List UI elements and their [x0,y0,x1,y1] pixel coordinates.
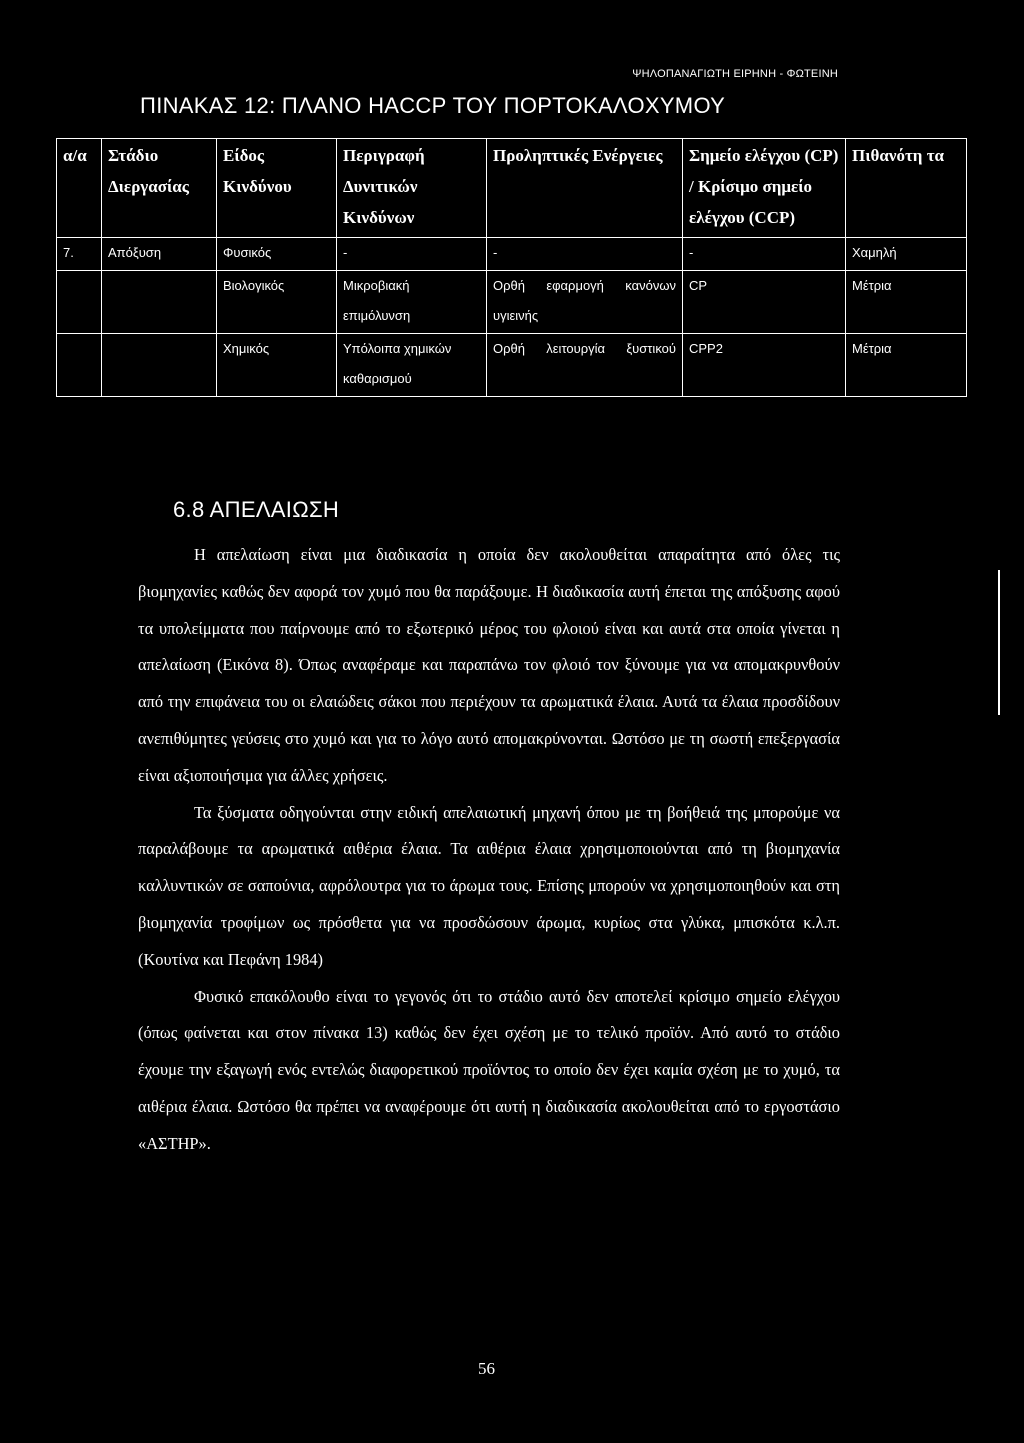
table-row [57,238,967,271]
cell-hazard-description: Υπόλοιπα χημικών καθαρισμού [337,334,487,397]
margin-mark [998,570,1000,715]
cell-aa [57,271,102,334]
paragraph: Φυσικό επακόλουθο είναι το γεγονός ότι το στάδιο αυτό δεν αποτελεί κρίσιμο σημείο ελέγχου (όπως φαίνεται και στον πίνακα 13) καθώς δεν έχει σχέση με το τελικό προϊόν. Από αυτό το στάδιο έχουμε την εξαγωγή ενός εντελώς διαφορετικού προϊόντος το οποίο δεν έχει καμία σχέση με το χυμό, τα αιθέρια έλαια. Ωστόσο θα πρέπει να αναφέρουμε ότι αυτή η διαδικασία ακολουθείται από το εργοστάσιο «ΑΣΤΗΡ». [138,986,840,1153]
author-header: ΨΗΛΟΠΑΝΑΓΙΩΤΗ ΕΙΡΗΝΗ - ΦΩΤΕΙΝΗ [632,68,838,80]
haccp-table [56,138,967,397]
cell-stage [102,271,217,334]
header-hazard-description: Περιγραφή Δυνιτικών Κινδύνων [337,139,487,238]
cell-preventive-actions: Ορθή λειτουργία ξυστικού [487,334,683,397]
cell-control-point: CP [683,271,846,334]
cell-aa [57,334,102,397]
cell-preventive-actions: - [487,238,683,271]
cell-aa: 7. [57,238,102,271]
cell-hazard-type: Βιολογικός [217,271,337,334]
table-title: ΠΙΝΑΚΑΣ 12: ΠΛΑΝΟ HACCP ΤΟΥ ΠΟΡΤΟΚΑΛΟΧΥΜΟΥ [140,93,726,118]
cell-hazard-type: Φυσικός [217,238,337,271]
paragraph: Η απελαίωση είναι μια διαδικασία η οποία δεν ακολουθείται απαραίτητα από όλες τις βιομηχανίες καθώς δεν αφορά τον χυμό που θα παράξουμε. Η διαδικασία αυτή έπεται της απόξυσης αφού τα υπολείμματα που παίρνουμε από το εξωτερικό μέρος του φλοιού είναι και αυτά στα οποία γίνεται η απελαίωση (Εικόνα 8). Όπως αναφέραμε και παραπάνω τον φλοιό τον ξύνουμε για να απομακρυνθούν από την επιφάνεια του οι ελαιώδεις σάκοι που περιέχουν τα αρωματικά έλαια. Αυτά τα έλαια προσδίδουν ανεπιθύμητες γεύσεις στο χυμό και για το λόγο αυτό απομακρύνονται. Ωστόσο με τη σωστή επεξεργασία είναι αξιοποιήσιμα για άλλες χρήσεις. [138,545,840,785]
cell-likelihood: Μέτρια [846,334,967,397]
page-number: 56 [478,1359,495,1378]
section-heading: 6.8 ΑΠΕΛΑΙΩΣΗ [173,497,340,522]
table-row [57,334,967,397]
table-row [57,271,967,334]
header-preventive-actions: Προληπτικές Ενέργειες [487,139,683,238]
cell-likelihood: Μέτρια [846,271,967,334]
cell-control-point: - [683,238,846,271]
cell-stage: Απόξυση [102,238,217,271]
table-header-row [57,139,967,238]
cell-hazard-description: Μικροβιακή επιμόλυνση [337,271,487,334]
cell-hazard-type: Χημικός [217,334,337,397]
header-hazard-type: Είδος Κινδύνου [217,139,337,238]
cell-likelihood: Χαμηλή [846,238,967,271]
cell-stage [102,334,217,397]
cell-preventive-actions: Ορθή εφαρμογή κανόνων υγιεινής [487,271,683,334]
header-stage: Στάδιο Διεργασίας [102,139,217,238]
header-aa: α/α [57,139,102,238]
header-control-point: Σημείο ελέγχου (CP) / Κρίσιμο σημείο ελέγχου (CCP) [683,139,846,238]
cell-control-point: CPP2 [683,334,846,397]
cell-hazard-description: - [337,238,487,271]
header-likelihood: Πιθανότη τα [846,139,967,238]
body-text [138,537,840,1163]
paragraph: Τα ξύσματα οδηγούνται στην ειδική απελαιωτική μηχανή όπου με τη βοήθειά της μπορούμε να παραλάβουμε τα αρωματικά αιθέρια έλαια. Τα αιθέρια έλαια χρησιμοποιούνται από τη βιομηχανία καλλυντικών σε σαπούνια, αφρόλουτρα για το άρωμα τους. Επίσης μπορούν να χρησιμοποιηθούν και στη βιομηχανία τροφίμων ως πρόσθετα για να προσδώσουν άρωμα, κυρίως στα γλύκα, μπισκότα κ.λ.π. (Κουτίνα και Πεφάνη 1984) [138,802,840,969]
